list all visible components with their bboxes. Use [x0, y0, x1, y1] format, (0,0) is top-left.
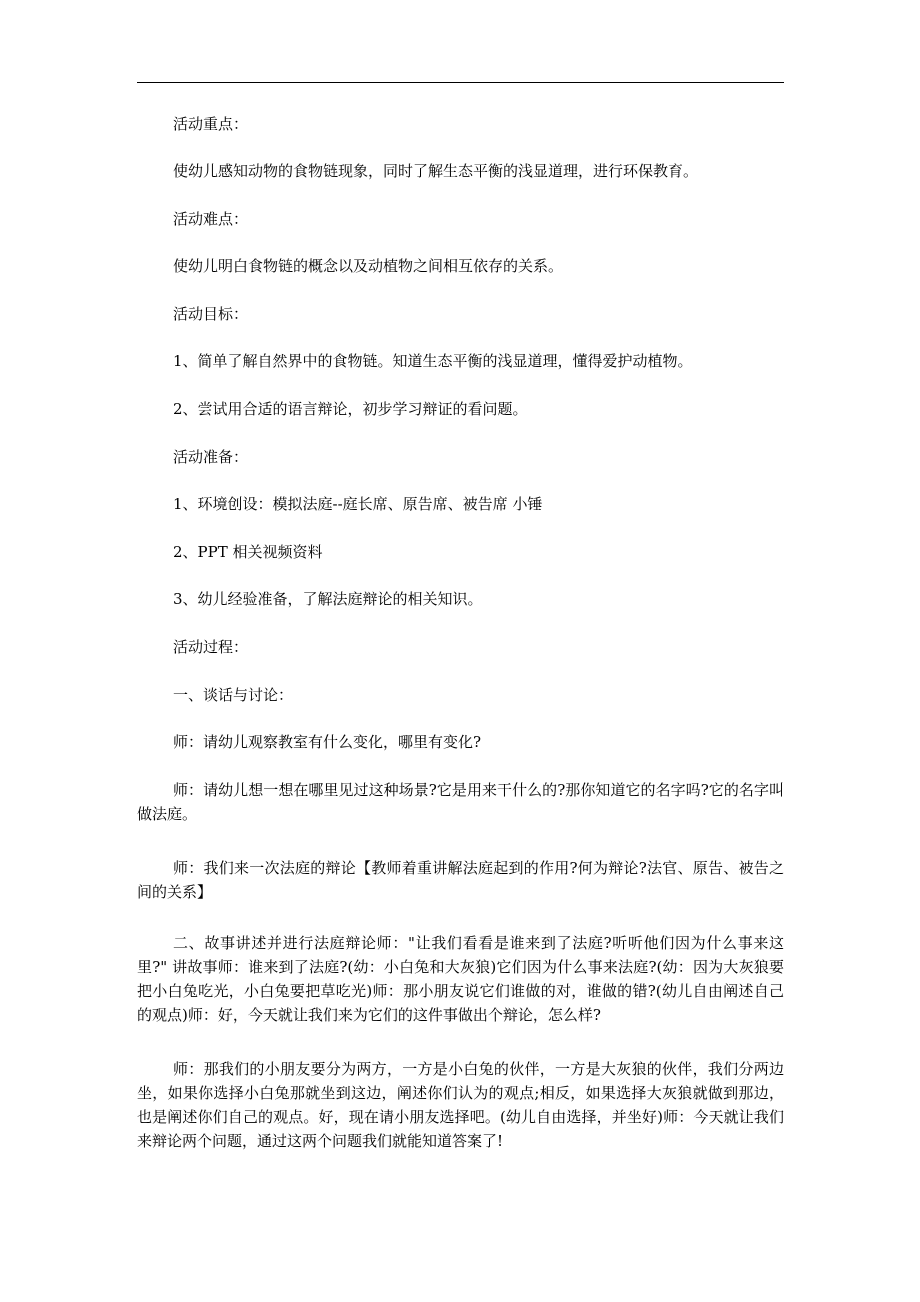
header-rule — [137, 82, 784, 83]
process-section-1: 一、谈话与讨论： — [173, 686, 294, 704]
paragraph-story: 二、故事讲述并进行法庭辩论师："让我们看看是谁来到了法庭?听听他们因为什么事来这里?" 讲故事师：谁来到了法庭?(幼：小白兔和大灰狼)它们因为什么事来法庭?(幼：因为大灰狼要把小白兔吃光，小白兔要把草吃光)师：那小朋友说它们谁做的对，谁做的错?(幼儿自由阐述自己的观点)师：好，今天就让我们来为它们的这件事做出个辩论，怎么样? — [137, 934, 784, 1024]
goal-item-1: 1、简单了解自然界中的食物链。知道生态平衡的浅显道理，懂得爱护动植物。 — [173, 352, 693, 370]
goal-item-2: 2、尝试用合适的语言辩论，初步学习辩证的看问题。 — [173, 400, 528, 418]
preparation-item-2: 2、PPT 相关视频资料 — [173, 543, 323, 561]
heading-preparation: 活动准备： — [173, 448, 249, 466]
heading-key-points: 活动重点： — [173, 115, 249, 133]
text-difficulties: 使幼儿明白食物链的概念以及动植物之间相互依存的关系。 — [173, 257, 564, 275]
preparation-item-1: 1、环境创设：模拟法庭--庭长席、原告席、被告席 小锤 — [173, 495, 543, 513]
paragraph-sides: 师：那我们的小朋友要分为两方，一方是小白兔的伙伴，一方是大灰狼的伙伴，我们分两边坐，如果你选择小白兔那就坐到这边，阐述你们认为的观点;相反，如果选择大灰狼就做到那边，也是阐述你们自己的观点。好，现在请小朋友选择吧。(幼儿自由选择，并坐好)师：今天就让我们来辩论两个问题，通过这两个问题我们就能知道答案了! — [137, 1060, 784, 1150]
process-line-1: 师：请幼儿观察教室有什么变化，哪里有变化? — [173, 733, 482, 751]
heading-difficulties: 活动难点： — [173, 210, 249, 228]
paragraph-court-debate: 师：我们来一次法庭的辩论【教师着重讲解法庭起到的作用?何为辩论?法官、原告、被告之间的关系】 — [137, 859, 784, 901]
preparation-item-3: 3、幼儿经验准备，了解法庭辩论的相关知识。 — [173, 590, 483, 608]
heading-process: 活动过程： — [173, 638, 249, 656]
heading-goals: 活动目标： — [173, 305, 249, 323]
text-key-points: 使幼儿感知动物的食物链现象，同时了解生态平衡的浅显道理，进行环保教育。 — [173, 162, 699, 180]
paragraph-court-scene: 师：请幼儿想一想在哪里见过这种场景?它是用来干什么的?那你知道它的名字吗?它的名字叫做法庭。 — [137, 781, 784, 823]
